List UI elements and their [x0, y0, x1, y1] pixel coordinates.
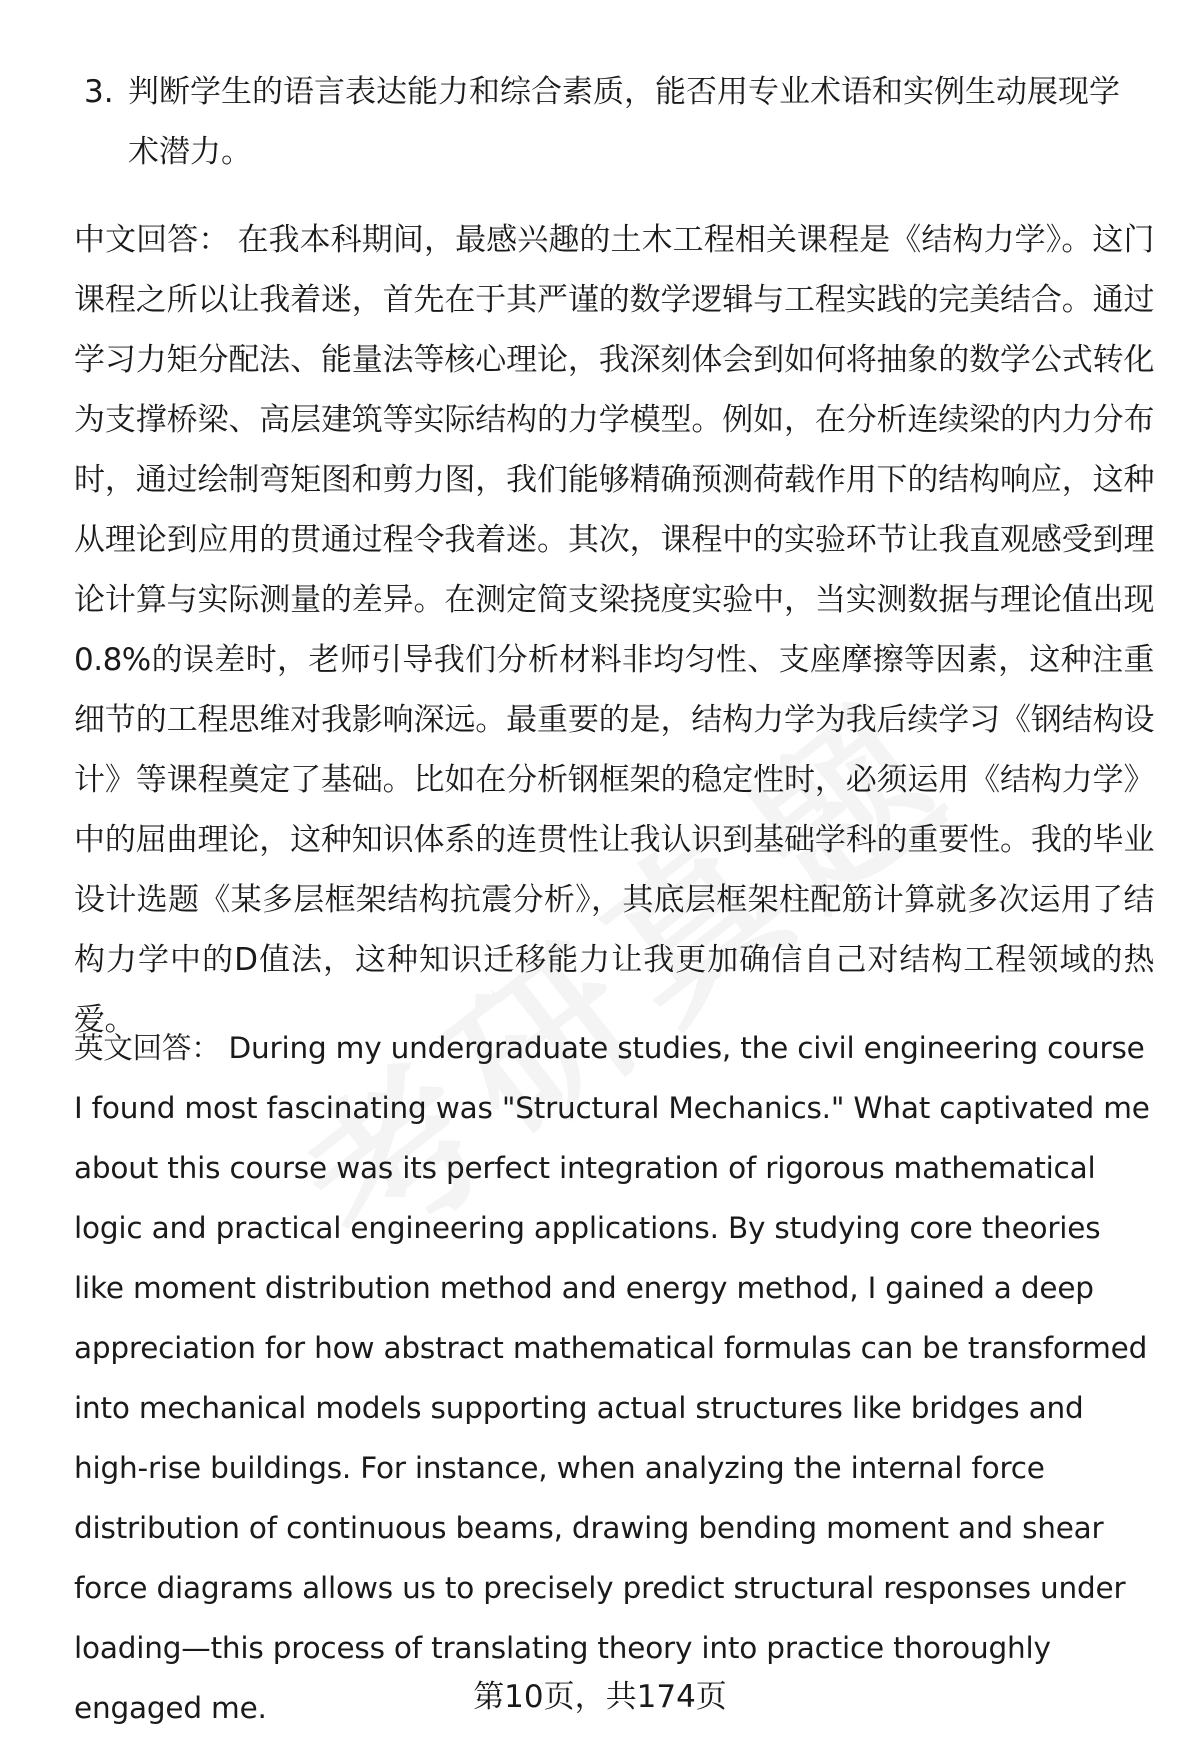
chinese-answer-paragraph [74, 210, 1154, 1050]
english-answer-label: 英文回答： [74, 1031, 221, 1065]
chinese-answer-text: 在我本科期间，最感兴趣的土木工程相关课程是《结构力学》。这门课程之所以让我着迷，首先在于其严谨的数学逻辑与工程实践的完美结合。通过学习力矩分配法、能量法等核心理论，我深刻体会到如何将抽象的数学公式转化为支撑桥梁、高层建筑等实际结构的力学模型。例如，在分析连续梁的内力分布时，通过绘制弯矩图和剪力图，我们能够精确预测荷载作用下的结构响应，这种从理论到应用的贯通过程令我着迷。其次，课程中的实验环节让我直观感受到理论计算与实际测量的差异。在测定简支梁挠度实验中，当实测数据与理论值出现0.8%的误差时，老师引导我们分析材料非均匀性、支座摩擦等因素，这种注重细节的工程思维对我影响深远。最重要的是，结构力学为我后续学习《钢结构设计》等课程奠定了基础。比如在分析钢框架的稳定性时，必须运用《结构力学》中的屈曲理论，这种知识体系的连贯性让我认识到基础学科的重要性。我的毕业设计选题《某多层框架结构抗震分析》，其底层框架柱配筋计算就多次运用了结构力学中的D值法，这种知识迁移能力让我更加确信自己对结构工程领域的热爱。 [74, 222, 1155, 1038]
criterion-number: 3. [84, 74, 114, 110]
page-number-footer: 第10页，共174页 [473, 1679, 727, 1715]
criterion-text: 判断学生的语言表达能力和综合素质，能否用专业术语和实例生动展现学术潜力。 [128, 74, 1120, 170]
chinese-answer-label: 中文回答： [74, 222, 230, 258]
english-answer-text: During my undergraduate studies, the civil engineering course I found most fascinating was "Structural Mechanics." What captivated me about this course was its perfect integration of rigorous mathematical logic and practical engineering applications. By studying core theories like moment distribution method and energy method, I gained a deep appreciation for how abstract mathematical formulas can be transformed into mechanical models supporting actual structures like bridges and high-rise buildings. For instance, when analyzing the internal force distribution of continuous beams, drawing bending moment and shear force diagrams allows us to precisely predict structural responses under loading—this process of translating theory into practice thoroughly engaged me. [74, 1031, 1150, 1725]
english-answer-paragraph [74, 1018, 1154, 1738]
criterion-item-3 [84, 62, 1144, 182]
